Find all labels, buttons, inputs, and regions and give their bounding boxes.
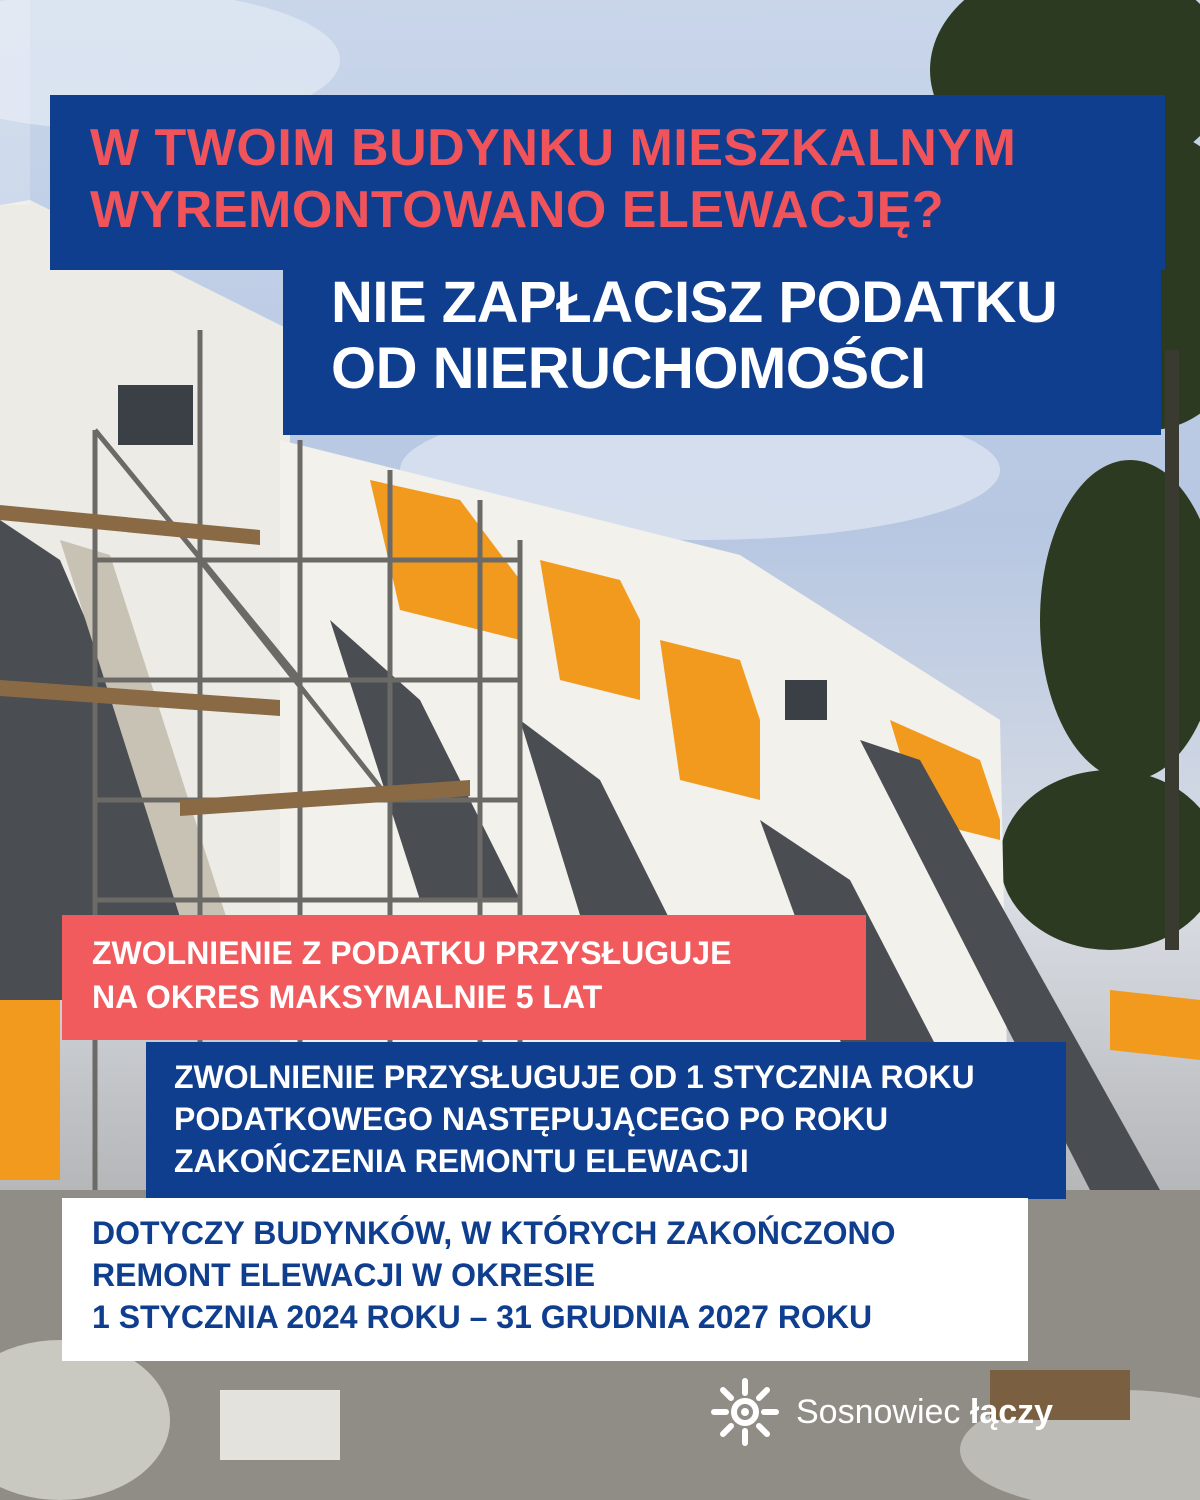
info-line: ZAKOŃCZENIA REMONTU ELEWACJI — [174, 1143, 749, 1179]
info-line: PODATKOWEGO NASTĘPUJĄCEGO PO ROKU — [174, 1101, 889, 1137]
headline-answer — [283, 252, 1161, 435]
headline-question-line-2: WYREMONTOWANO ELEWACJĘ? — [90, 181, 945, 239]
info-exemption-start — [146, 1042, 1066, 1199]
info-line: 1 STYCZNIA 2024 ROKU – 31 GRUDNIA 2027 ROKU — [92, 1299, 873, 1335]
info-line: ZWOLNIENIE Z PODATKU PRZYSŁUGUJE — [92, 935, 732, 971]
headline-answer-line-1: NIE ZAPŁACISZ PODATKU — [331, 270, 1058, 335]
info-line: ZWOLNIENIE PRZYSŁUGUJE OD 1 STYCZNIA ROKU — [174, 1059, 975, 1095]
sun-icon — [706, 1373, 784, 1451]
info-line: NA OKRES MAKSYMALNIE 5 LAT — [92, 979, 603, 1015]
info-line: DOTYCZY BUDYNKÓW, W KTÓRYCH ZAKOŃCZONO — [92, 1215, 896, 1251]
headline-question — [50, 95, 1165, 270]
logo-wordmark — [796, 1393, 1053, 1432]
info-exemption-duration — [62, 915, 866, 1040]
info-line: REMONT ELEWACJI W OKRESIE — [92, 1257, 596, 1293]
headline-question-line-1: W TWOIM BUDYNKU MIESZKALNYM — [90, 119, 1017, 177]
sosnowiec-logo — [706, 1372, 1053, 1452]
logo-word-slogan: łączy — [969, 1392, 1054, 1431]
info-eligibility-period — [62, 1198, 1028, 1361]
headline-answer-line-2: OD NIERUCHOMOŚCI — [331, 336, 926, 401]
logo-word-city: Sosnowiec — [796, 1392, 961, 1431]
